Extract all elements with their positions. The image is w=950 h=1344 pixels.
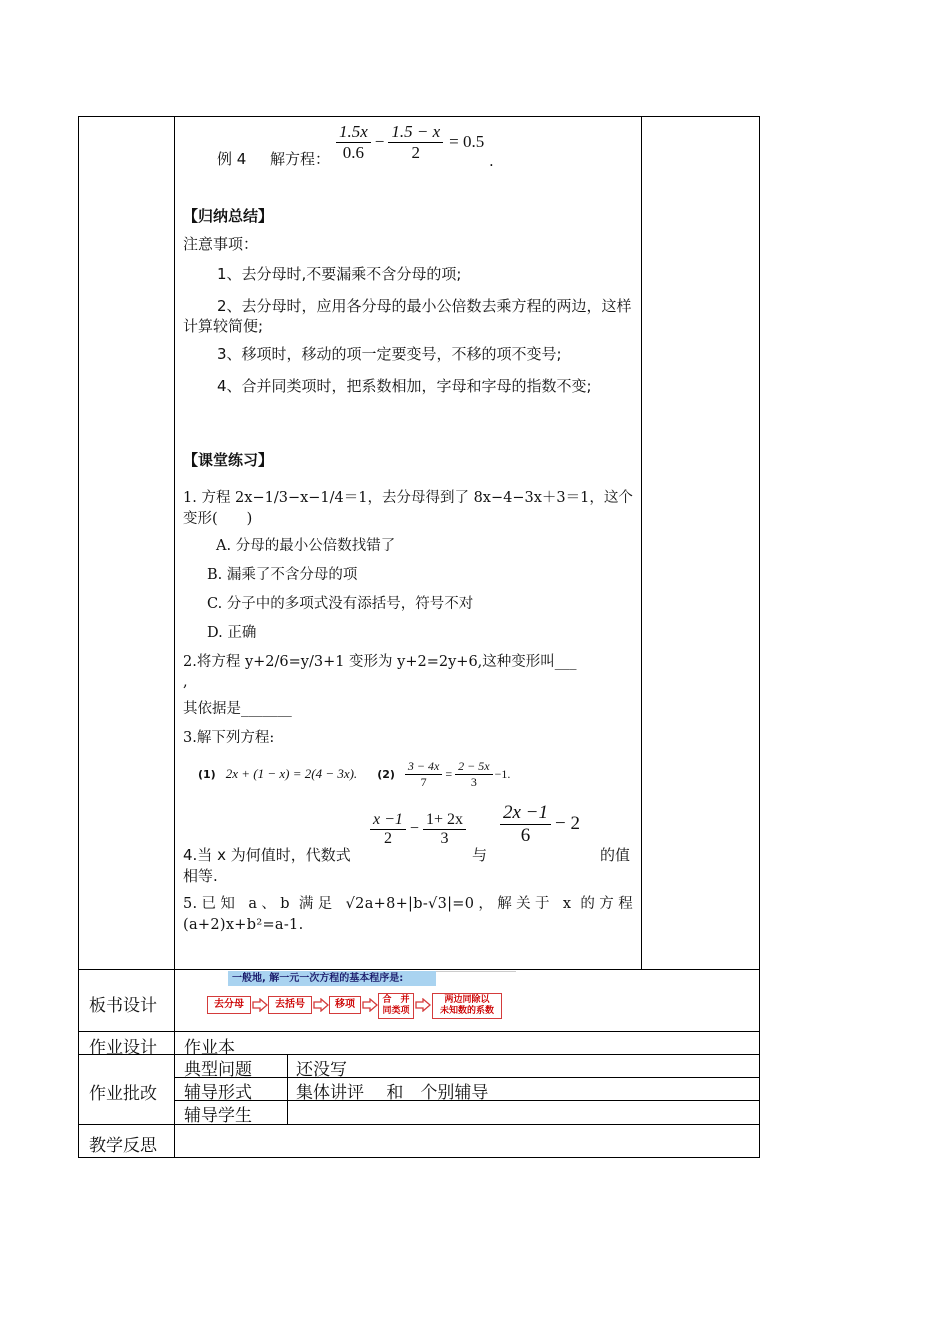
board-banner: 一般地, 解一元一次方程的基本程序是: xyxy=(228,971,436,986)
q1-option-d: D. 正确 xyxy=(207,625,257,641)
arrow-right-icon xyxy=(252,998,268,1012)
homework-label: 作业设计 xyxy=(89,1038,157,1058)
reflection-label: 教学反思 xyxy=(89,1136,157,1156)
q1-option-a: A. 分母的最小公倍数找错了 xyxy=(216,538,396,554)
question-4-and: 与 xyxy=(472,846,488,864)
practice-heading: 【课堂练习】 xyxy=(183,451,274,469)
question-5: 5.已知 a、b 满足 √2a+8+|b-√3|=0，解关于 x 的方程(a+2)x+b²=a-1. xyxy=(183,896,633,933)
homework-value: 作业本 xyxy=(184,1038,235,1058)
question-4-expression-1: $\frac{x -1}{2}$ − $\frac{1+ 2x}{3}$ xyxy=(370,806,466,852)
grading-key: 辅导学生 xyxy=(184,1106,252,1126)
step-remove-denominator: 去分母 xyxy=(207,996,251,1014)
example-prompt: 解方程： xyxy=(270,150,331,168)
summary-item: 1、去分母时,不要漏乘不含分母的项; xyxy=(217,265,462,283)
arrow-right-icon xyxy=(313,998,329,1012)
arrow-right-icon xyxy=(415,998,431,1012)
q1-option-c: C. 分子中的多项式没有添括号，符号不对 xyxy=(207,596,474,612)
summary-item: 2、去分母时，应用各分母的最小公倍数去乘方程的两边，这样计算较简便; xyxy=(183,297,632,335)
question-2-comma: , xyxy=(183,674,188,690)
q1-option-b: B. 漏乘了不含分母的项 xyxy=(207,567,358,583)
summary-item: 4、合并同类项时，把系数相加，字母和字母的指数不变; xyxy=(217,377,592,395)
question-2-basis: 其依据是_______ xyxy=(183,701,292,717)
summary-intro: 注意事项： xyxy=(183,235,259,253)
question-1: 1. 方程 2x−1/3−x−1/4＝1，去分母得到了 8x−4−3x＋3＝1，这个变形( ) xyxy=(183,490,633,527)
grading-key: 典型问题 xyxy=(184,1060,252,1080)
example-label: 例 4 xyxy=(217,150,247,168)
question-3-equations: (1) 2x + (1 − x) = 2(4 − 3x). (2) $\frac{3 - 4x}{7}$ = $\frac{2 - 5x}{3}$ −1. xyxy=(198,758,511,789)
step-combine-like-terms: 合 并 同类项 xyxy=(378,993,414,1019)
question-4-prefix: 4.当 x 为何值时，代数式 xyxy=(183,846,351,864)
step-transpose: 移项 xyxy=(329,996,361,1014)
question-3: 3.解下列方程: xyxy=(183,730,275,746)
example-equation: $\frac{1.5x}{0.6}$ − $\frac{1.5 - x}{2}$ = 0.5 xyxy=(336,118,484,166)
grading-value: 集体讲评 和 个别辅导 xyxy=(296,1083,489,1103)
step-remove-brackets: 去括号 xyxy=(268,996,312,1014)
question-4-suffix: 的值 xyxy=(600,846,631,864)
summary-heading: 【归纳总结】 xyxy=(183,207,274,225)
step-divide-coefficient: 两边同除以 未知数的系数 xyxy=(432,993,502,1019)
board-design-label: 板书设计 xyxy=(89,996,157,1016)
example-end: . xyxy=(489,152,494,170)
question-4-line2: 相等. xyxy=(183,867,218,885)
grading-label: 作业批改 xyxy=(89,1084,157,1104)
question-2: 2.将方程 y+2/6=y/3+1 变形为 y+2=2y+6,这种变形叫___ xyxy=(183,654,577,670)
arrow-right-icon xyxy=(362,998,378,1012)
summary-item: 3、移项时，移动的项一定要变号，不移的项不变号; xyxy=(217,345,562,363)
grading-value: 还没写 xyxy=(296,1060,347,1080)
grading-key: 辅导形式 xyxy=(184,1083,252,1103)
question-4-expression-2: $\frac{2x -1}{6}$ − 2 xyxy=(500,798,580,850)
